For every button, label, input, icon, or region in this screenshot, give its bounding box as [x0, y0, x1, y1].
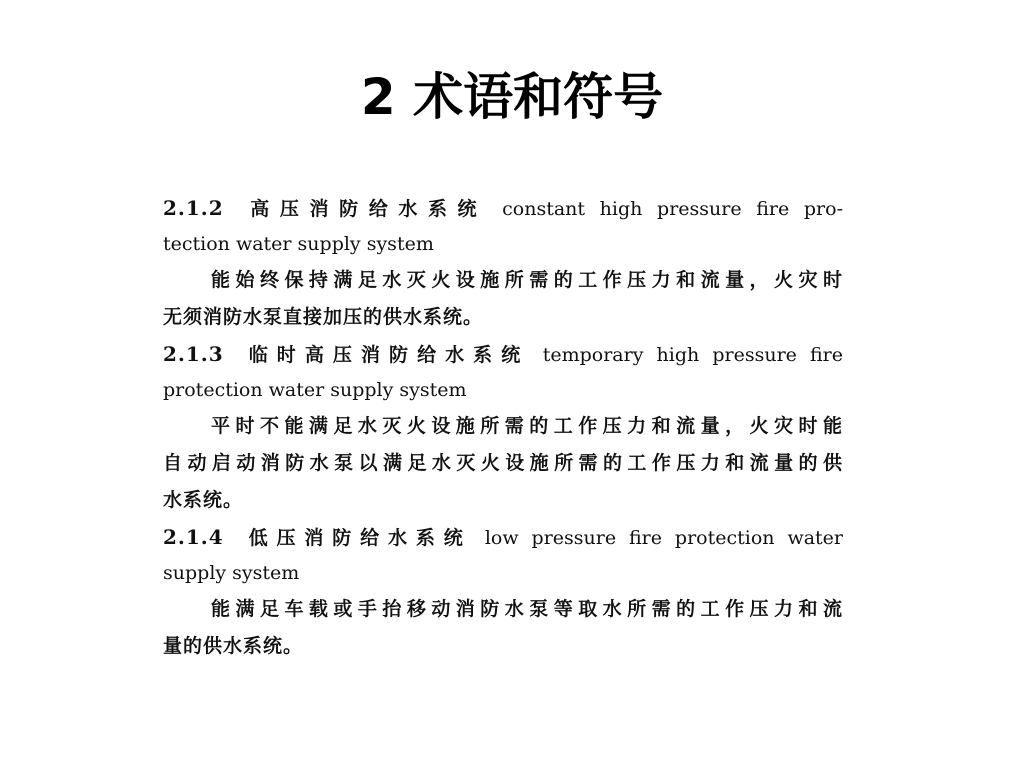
- definition-line: 能满足车载或手抬移动消防水泵等取水所需的工作压力和流: [211, 598, 843, 620]
- term-number: 2.1.2: [163, 196, 224, 220]
- definition-line: 水系统。: [163, 489, 244, 511]
- term-chinese: 临时高压消防给水系统: [241, 344, 530, 366]
- term-number: 2.1.3: [163, 342, 224, 366]
- slide-title: 2 术语和符号: [360, 68, 664, 126]
- term-english: temporary high pressure fire: [542, 344, 843, 366]
- terms-content: [163, 190, 843, 665]
- definition-line: 能始终保持满足水灭火设施所需的工作压力和流量，火灾时: [211, 269, 843, 291]
- term-english-continued: protection water supply system: [163, 379, 467, 401]
- definition-line: 量的供水系统。: [163, 635, 304, 657]
- term-heading: [163, 190, 843, 226]
- term-english: constant high pressure fire pro-: [502, 198, 843, 220]
- definition-line: 自动启动消防水泵以满足水灭火设施所需的工作压力和流量的供: [163, 452, 843, 474]
- term-english-continued: tection water supply system: [163, 233, 434, 255]
- term-chinese: 低压消防给水系统: [241, 527, 472, 549]
- term-chinese: 高压消防给水系统: [241, 198, 488, 220]
- term-entry-2-1-4: [163, 519, 843, 665]
- term-number: 2.1.4: [163, 525, 224, 549]
- term-entry-2-1-3: [163, 336, 843, 519]
- definition-line: 平时不能满足水灭火设施所需的工作压力和流量，火灾时能: [211, 415, 843, 437]
- definition-line: 无须消防水泵直接加压的供水系统。: [163, 306, 484, 328]
- term-english-continued: supply system: [163, 562, 300, 584]
- term-entry-2-1-2: [163, 190, 843, 336]
- term-heading: [163, 519, 843, 555]
- term-english: low pressure fire protection water: [484, 527, 843, 549]
- term-heading: [163, 336, 843, 372]
